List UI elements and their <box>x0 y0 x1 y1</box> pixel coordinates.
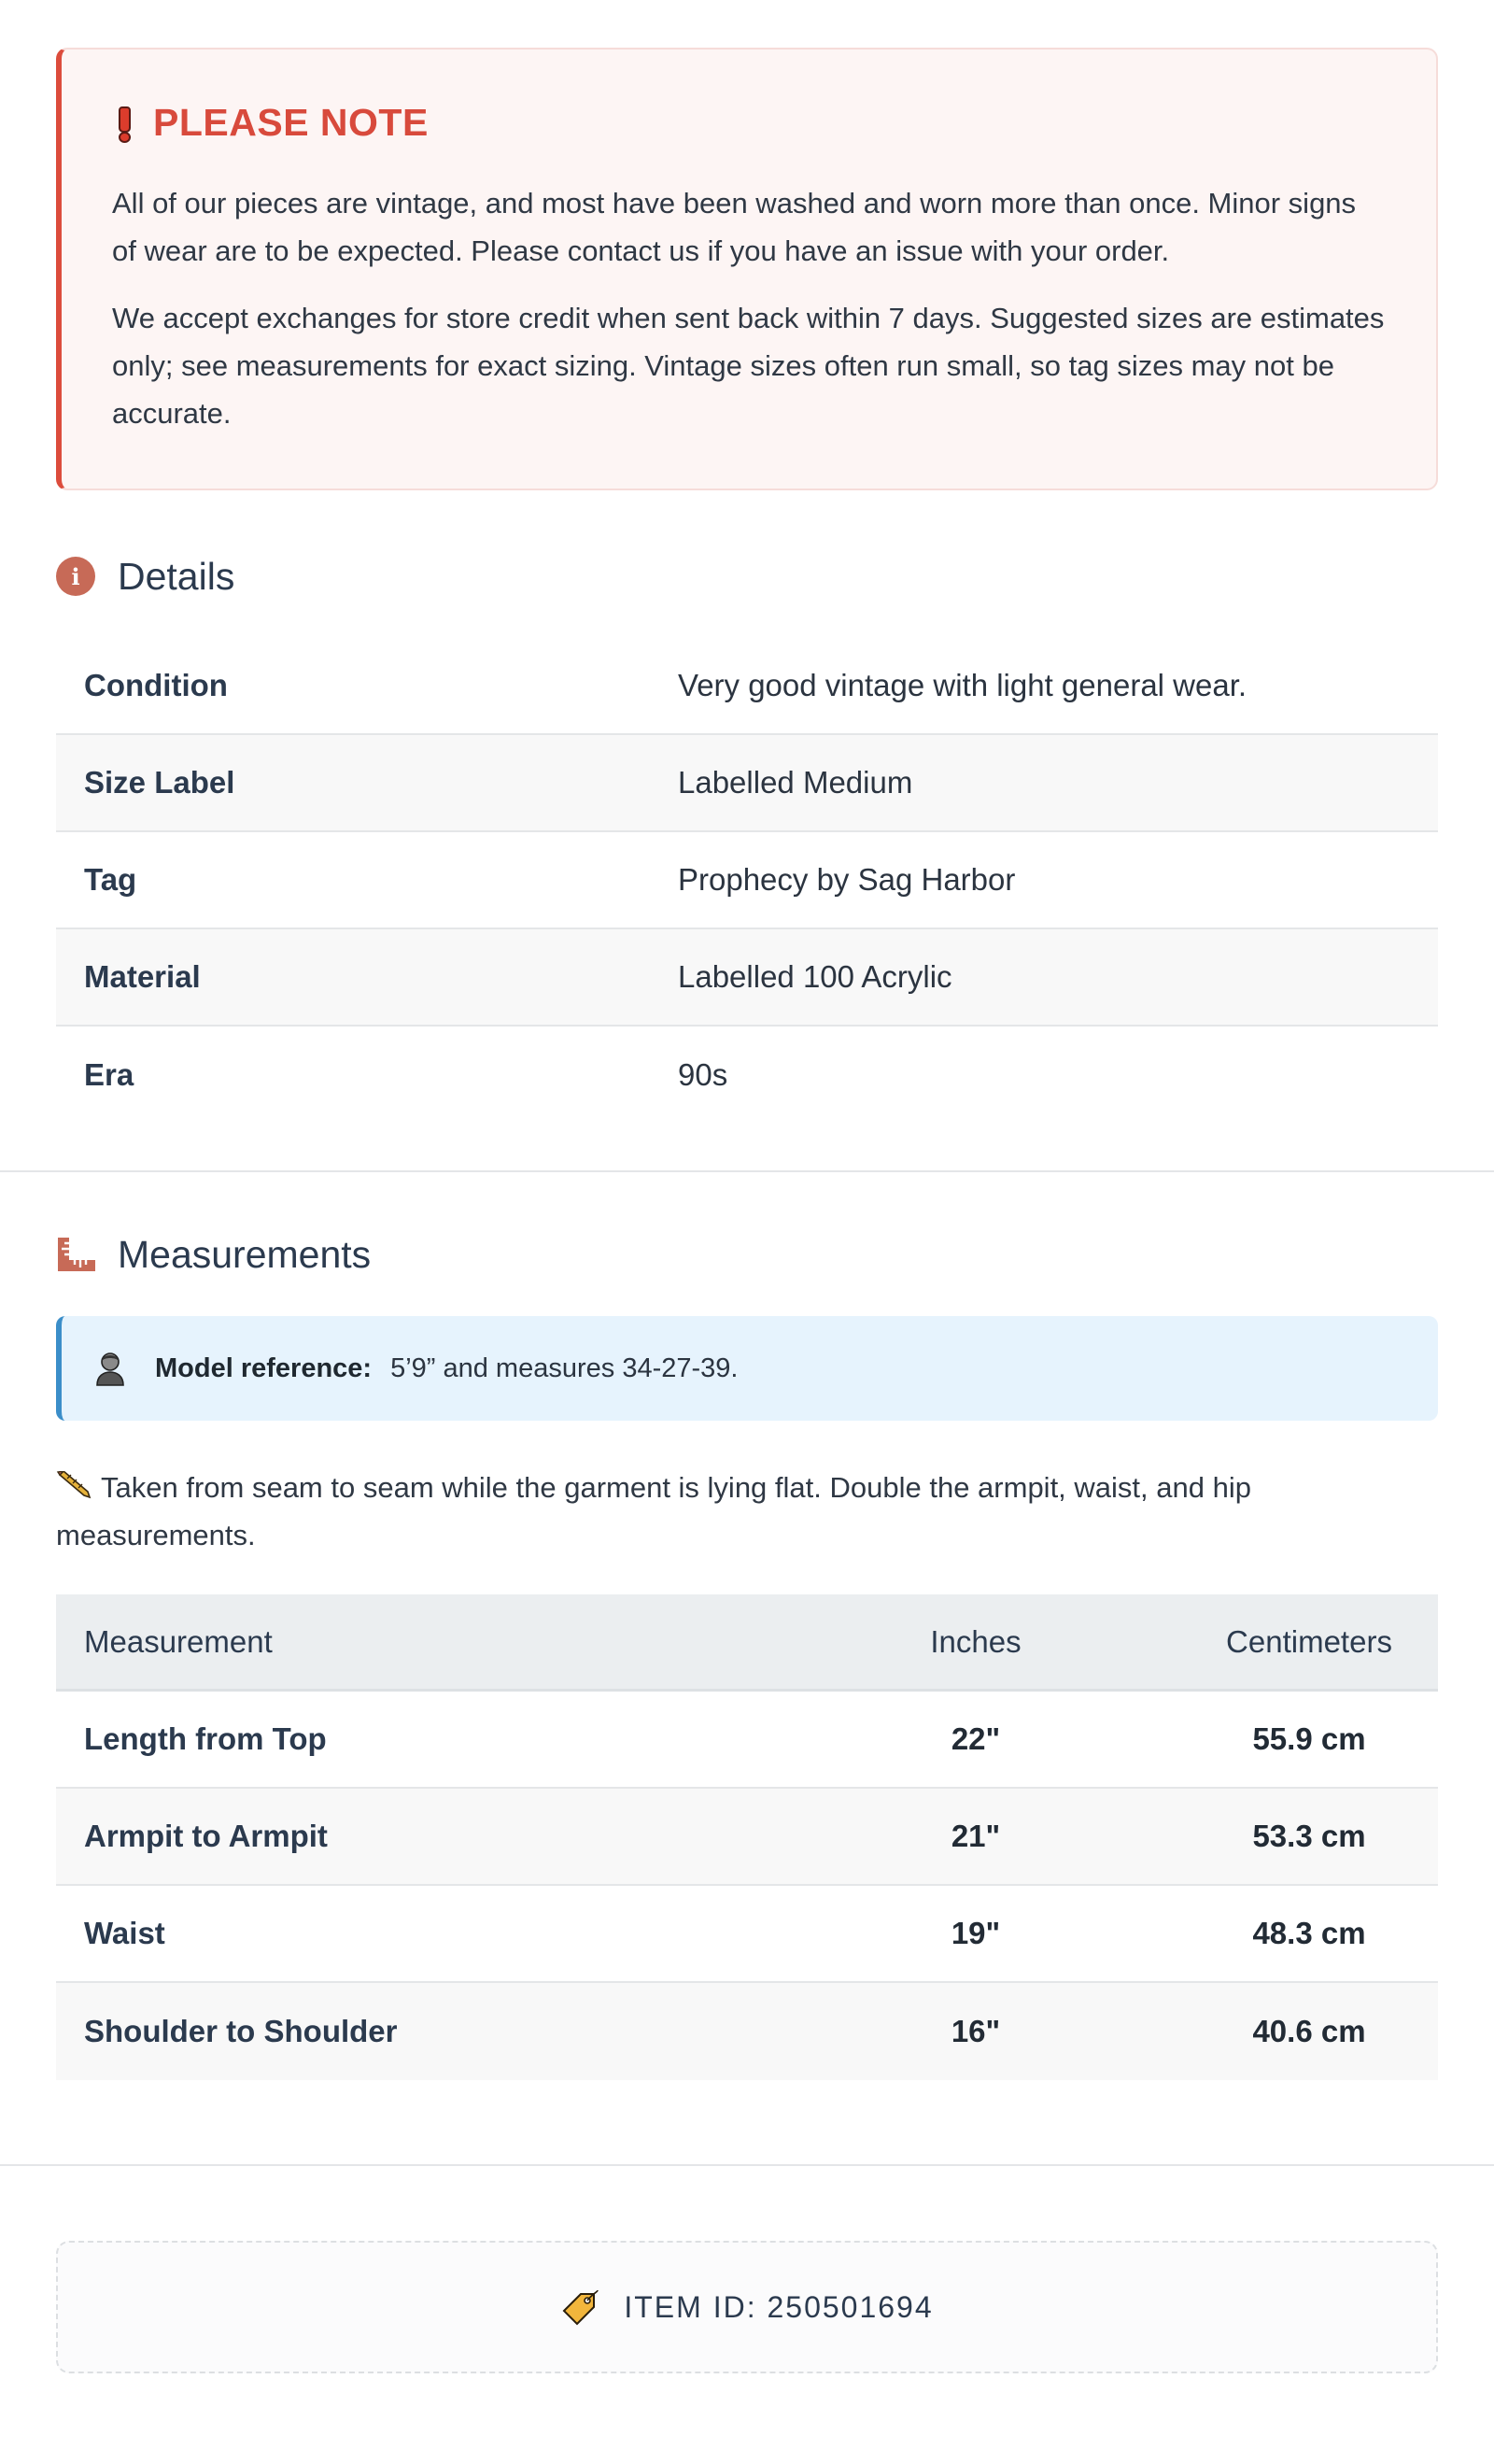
measurement-cm: 55.9 cm <box>1252 1721 1366 1756</box>
details-row <box>56 735 1438 832</box>
details-value: Labelled 100 Acrylic <box>678 959 952 994</box>
measurements-title: Measurements <box>118 1232 372 1276</box>
model-reference-box <box>56 1316 1438 1421</box>
details-label: Tag <box>84 862 137 897</box>
details-row <box>56 1027 1438 1124</box>
note-title: PLEASE NOTE <box>153 100 429 144</box>
table-row <box>56 1886 1438 1983</box>
details-row <box>56 929 1438 1027</box>
item-id-text: ITEM ID: 250501694 <box>624 2289 934 2324</box>
details-label: Era <box>84 1057 134 1092</box>
details-row <box>56 638 1438 735</box>
measurement-tip <box>56 1464 1438 1559</box>
table-row <box>56 1692 1438 1789</box>
info-icon: i <box>56 557 95 596</box>
note-header <box>112 100 1386 144</box>
section-divider <box>0 1170 1494 1172</box>
column-header: Centimeters <box>1226 1623 1392 1659</box>
measurement-name: Armpit to Armpit <box>84 1819 328 1853</box>
measurement-cm: 48.3 cm <box>1252 1916 1366 1950</box>
item-id-box <box>56 2241 1438 2373</box>
details-table <box>56 638 1438 1124</box>
person-icon <box>93 1351 127 1386</box>
details-value: 90s <box>678 1057 728 1092</box>
column-header: Measurement <box>84 1623 273 1659</box>
note-paragraph: We accept exchanges for store credit when sent back within 7 days. Suggested sizes are estimates only; see measurements for exact sizing. Vintage sizes often run small, so tag sizes may not be accurate. <box>112 302 1385 430</box>
table-row <box>56 1983 1438 2080</box>
measurement-name: Length from Top <box>84 1721 327 1756</box>
details-label: Size Label <box>84 765 235 800</box>
measurements-header <box>56 1232 1438 1277</box>
measurement-inches: 22" <box>951 1721 1001 1756</box>
details-value: Prophecy by Sag Harbor <box>678 862 1016 897</box>
model-reference-label: Model reference: <box>155 1352 373 1383</box>
details-label: Condition <box>84 668 228 702</box>
measurement-inches: 16" <box>951 2014 1001 2048</box>
measurement-tip-text: Taken from seam to seam while the garment is lying flat. Double the armpit, waist, and hip measurements. <box>56 1471 1251 1551</box>
ruler-icon <box>56 1236 97 1273</box>
measurements-table-header <box>56 1594 1438 1692</box>
measurement-name: Waist <box>84 1916 165 1950</box>
column-header: Inches <box>930 1623 1022 1659</box>
model-reference-text: 5’9” and measures 34-27-39. <box>390 1352 739 1383</box>
details-row <box>56 832 1438 929</box>
exclamation-icon <box>118 106 127 138</box>
measurement-inches: 19" <box>951 1916 1001 1950</box>
measurement-name: Shoulder to Shoulder <box>84 2014 398 2048</box>
note-paragraph: All of our pieces are vintage, and most have been washed and worn more than once. Minor signs of wear are to be expected. Please contact us if you have an issue with your order. <box>112 187 1357 267</box>
measurements-table <box>56 1594 1438 2080</box>
pencil-icon <box>56 1471 93 1501</box>
table-row <box>56 1789 1438 1886</box>
section-divider <box>0 2164 1494 2166</box>
measurement-cm: 40.6 cm <box>1252 2014 1366 2048</box>
please-note-card <box>56 48 1438 490</box>
tag-icon <box>560 2288 599 2326</box>
measurement-cm: 53.3 cm <box>1252 1819 1366 1853</box>
details-label: Material <box>84 959 201 994</box>
details-title: Details <box>118 554 235 598</box>
details-value: Very good vintage with light general wear. <box>678 668 1247 702</box>
details-value: Labelled Medium <box>678 765 913 800</box>
measurement-inches: 21" <box>951 1819 1001 1853</box>
details-header <box>56 554 1438 599</box>
measurements-table-body <box>56 1692 1438 2080</box>
